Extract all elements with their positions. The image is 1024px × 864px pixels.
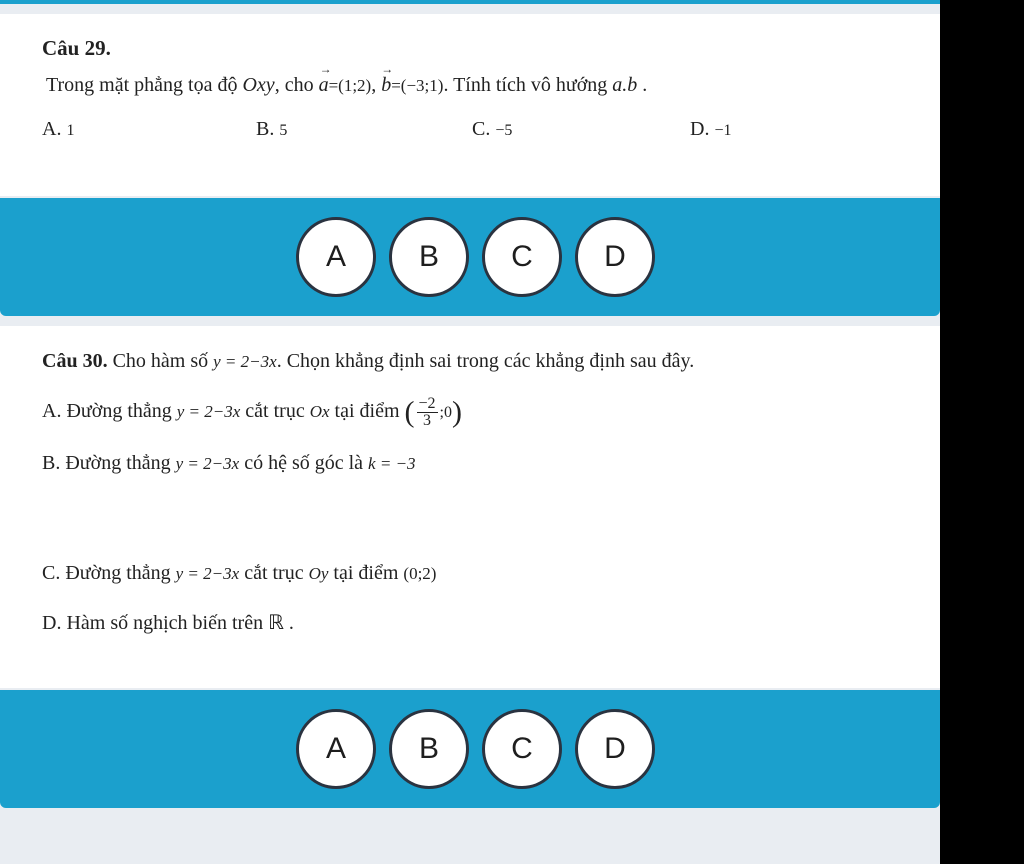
answer-d-button[interactable]: D	[575, 709, 655, 789]
question-29-title: Câu 29.	[42, 36, 111, 60]
question-29-stem: Trong mặt phẳng tọa độ Oxy, cho a → =(1;2), b → =(−3;1). Tính tích vô hướng a.b .	[46, 62, 648, 96]
answer-panel-30	[0, 690, 940, 808]
answer-b-button[interactable]: B	[389, 217, 469, 297]
question-29-option-d: D. −1	[690, 118, 732, 140]
question-30-option-d: D. Hàm số nghịch biến trên ℝ .	[42, 612, 294, 634]
answer-d-button[interactable]: D	[575, 217, 655, 297]
question-29-option-c: C. −5	[472, 118, 513, 140]
question-30-card	[0, 326, 940, 688]
question-29-card	[0, 14, 940, 196]
question-30-option-c: C. Đường thẳng y = 2−3x cắt trục Oy tại điểm (0;2)	[42, 562, 437, 584]
top-accent-bar	[0, 0, 940, 4]
question-29-option-a: A. 1	[42, 118, 75, 140]
question-30-stem: Câu 30. Cho hàm số y = 2−3x. Chọn khẳng định sai trong các khẳng định sau đây.	[42, 350, 695, 372]
vector-a: a →	[318, 62, 332, 96]
answer-panel-29	[0, 198, 940, 316]
answer-a-button[interactable]: A	[296, 709, 376, 789]
answer-c-button[interactable]: C	[482, 217, 562, 297]
answer-b-button[interactable]: B	[389, 709, 469, 789]
answer-c-button[interactable]: C	[482, 709, 562, 789]
vector-b: b →	[381, 62, 394, 96]
answer-a-button[interactable]: A	[296, 217, 376, 297]
question-29-option-b: B. 5	[256, 118, 288, 140]
question-30-option-a: A. Đường thẳng y = 2−3x cắt trục Ox tại điểm ( $\frac{-2}{3}$ ;0)	[42, 395, 462, 429]
right-black-edge	[940, 0, 1024, 864]
question-30-option-b: B. Đường thẳng y = 2−3x có hệ số góc là k = −3	[42, 452, 416, 474]
